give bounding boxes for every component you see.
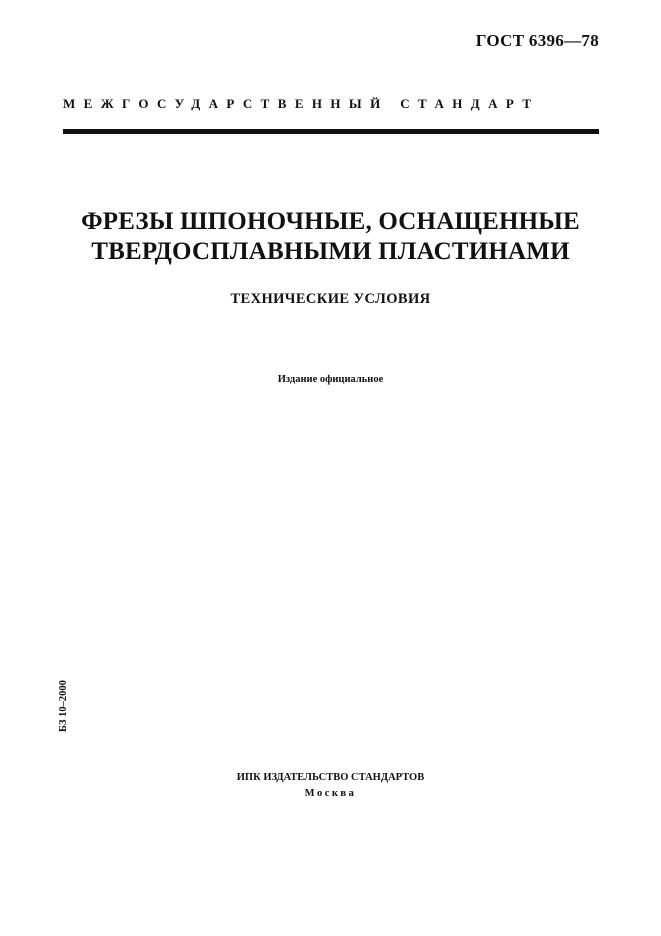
title-line-2: ТВЕРДОСПЛАВНЫМИ ПЛАСТИНАМИ bbox=[91, 238, 570, 265]
title-line-1: ФРЕЗЫ ШПОНОЧНЫЕ, ОСНАЩЕННЫЕ bbox=[81, 208, 580, 235]
document-title bbox=[40, 207, 621, 267]
document-code: ГОСТ 6396—78 bbox=[475, 31, 599, 50]
publisher-name: ИПК ИЗДАТЕЛЬСТВО СТАНДАРТОВ bbox=[236, 772, 425, 783]
document-subtitle: ТЕХНИЧЕСКИЕ УСЛОВИЯ bbox=[230, 291, 431, 307]
header-divider bbox=[63, 129, 599, 134]
standard-category: МЕЖГОСУДАРСТВЕННЫЙ СТАНДАРТ bbox=[63, 96, 540, 111]
publisher-city: Москва bbox=[304, 788, 357, 799]
side-catalog-code: БЗ 10–2000 bbox=[58, 680, 69, 732]
edition-note: Издание официальное bbox=[277, 374, 384, 385]
